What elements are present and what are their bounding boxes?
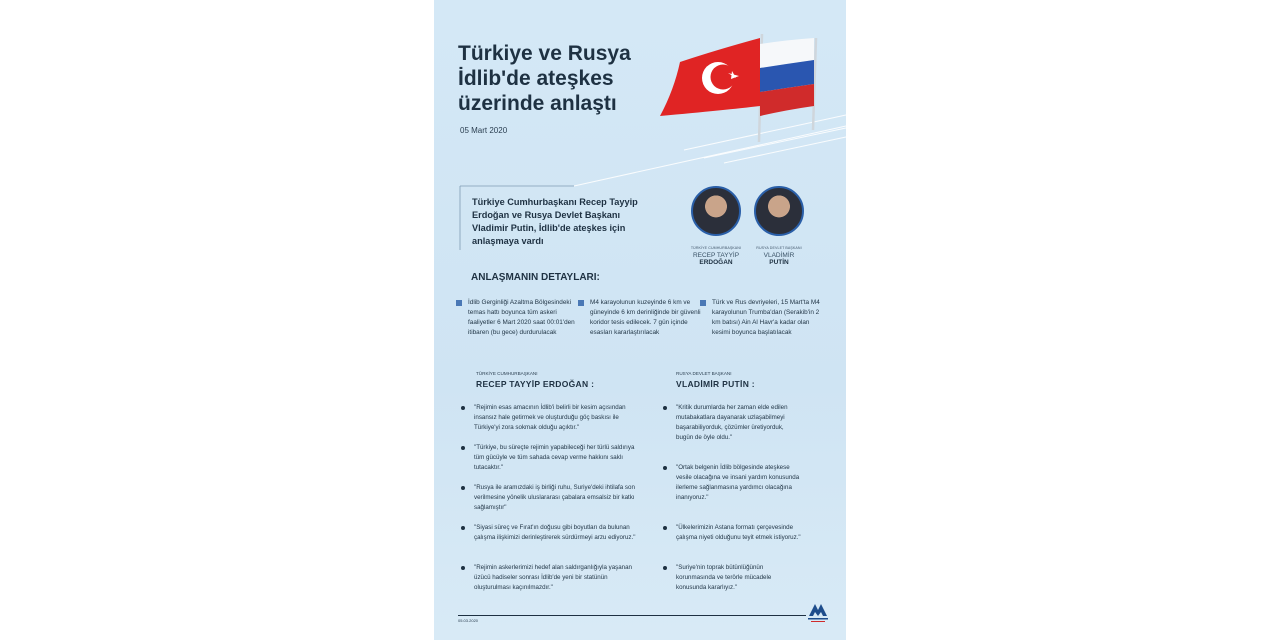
detail-item [590, 298, 702, 338]
putin-quote [676, 463, 801, 503]
leader-first-name: VLADİMİR [763, 252, 795, 259]
bullet-dot-icon [461, 486, 465, 490]
anadolu-agency-logo-icon [806, 600, 830, 626]
bullet-dot-icon [663, 466, 667, 470]
publish-date: 05 Mart 2020 [460, 126, 508, 135]
leader-last-name: PUTİN [769, 259, 789, 266]
quote-text: "Rejimin askerlerimizi hedef alan saldırganlığıyla yaşanan üzücü hadiseler sonrası İdlib'de yeni bir statünün oluşturulması kaçınılmazdır." [474, 564, 632, 591]
quote-text: "Rusya ile aramızdaki iş birliği ruhu, Suriye'deki ihtilafa son verilmesine yönelik uluslararası çabalara emsalsiz bir katkı sağlamıştır" [474, 484, 635, 511]
infographic-poster [434, 0, 846, 640]
leader-first-name: RECEP TAYYİP [692, 252, 740, 259]
erdogan-portrait-icon [691, 186, 741, 236]
bullet-square-icon [456, 300, 462, 306]
leader-role: RUSYA DEVLET BAŞKANI [756, 246, 802, 250]
detail-text: İdlib Gerginliği Azaltma Bölgesindeki temas hattı boyunca tüm askeri faaliyetler 6 Mart 2020 saat 00:01'den itibaren (bu gece) durdurulacak [468, 299, 575, 336]
bullet-square-icon [700, 300, 706, 306]
detail-item [712, 298, 824, 338]
bullet-dot-icon [663, 566, 667, 570]
erdogan-role: TÜRKİYE CUMHURBAŞKANI [476, 371, 538, 376]
turkey-flag-icon [660, 38, 760, 116]
quote-text: "Türkiye, bu süreçte rejimin yapabileceği her türlü saldırıya tüm gücüyle ve tüm sahada cevap verme hakkını saklı tutacaktır." [474, 444, 635, 471]
detail-text: M4 karayolunun kuzeyinde 6 km ve güneyinde 6 km derinliğinde bir güvenli koridor tesis edilecek. 7 gün içinde esasları kararlaştırılacak [590, 299, 701, 336]
erdogan-quote [474, 403, 644, 433]
leader-role: TÜRKİYE CUMHURBAŞKANI [690, 246, 742, 250]
bullet-dot-icon [461, 446, 465, 450]
putin-quote [676, 563, 801, 593]
detail-item [468, 298, 580, 338]
erdogan-quote [474, 563, 644, 593]
quote-text: "Rejimin esas amacının İdlib'i belirli bir kesim açısından insansız hale getirmek ve oluşturduğu göç baskısı ile Türkiye'yi zora sokmak olduğu açıktır." [474, 404, 626, 431]
details-heading: ANLAŞMANIN DETAYLARI: [471, 272, 600, 283]
putin-quote [676, 403, 801, 443]
leader-erdogan [686, 186, 746, 266]
quote-text: "Siyasi süreç ve Fırat'ın doğusu gibi boyutları da bulunan çalışma ilişkimizi derinleştirerek sürdürmeyi arzu ediyoruz." [474, 524, 636, 541]
flags-illustration [656, 30, 846, 150]
intro-text: Türkiye Cumhurbaşkanı Recep Tayyip Erdoğan ve Rusya Devlet Başkanı Vladimir Putin, İdlib'de ateşkes için anlaşmaya vardı [472, 197, 638, 246]
putin-role: RUSYA DEVLET BAŞKANI [676, 371, 732, 376]
russia-flag-icon [760, 38, 814, 116]
erdogan-quote [474, 483, 644, 513]
leader-putin [749, 186, 809, 266]
putin-portrait-icon [754, 186, 804, 236]
page-title: Türkiye ve Rusya İdlib'de ateşkes üzerinde anlaştı [458, 42, 631, 115]
erdogan-quote [474, 523, 644, 543]
putin-name: VLADİMİR PUTİN : [676, 379, 755, 389]
bullet-dot-icon [461, 406, 465, 410]
putin-quote [676, 523, 801, 543]
bullet-square-icon [578, 300, 584, 306]
quote-text: "Kritik durumlarda her zaman elde edilen mutabakatlara dayanarak uzlaşabilmeyi başarabiliyorduk, çözümler üretiyorduk, bugün de öyle oldu." [676, 404, 788, 441]
quote-text: "Suriye'nin toprak bütünlüğünün korunmasında ve terörle mücadele konusunda kararlıyız." [676, 564, 772, 591]
bullet-dot-icon [663, 406, 667, 410]
quote-text: "Ortak belgenin İdlib bölgesinde ateşkese vesile olacağına ve insani yardım konusunda ilerleme sağlanmasına yardımcı olacağına inanıyoruz." [676, 464, 800, 501]
quote-text: "Ülkelerimizin Astana formatı çerçevesinde çalışma niyeti olduğunu teyit etmek istiyoruz." [676, 524, 801, 541]
erdogan-quote [474, 443, 644, 473]
detail-text: Türk ve Rus devriyeleri, 15 Mart'ta M4 karayolunun Trumba'dan (Serakib'in 2 km batısı) Ain Al Havr'a kadar olan kesimi boyunca başlatılacak [712, 299, 820, 336]
leader-last-name: ERDOĞAN [699, 259, 733, 266]
bullet-dot-icon [461, 526, 465, 530]
footer-date: 05.03.2020 [458, 618, 479, 623]
bullet-dot-icon [663, 526, 667, 530]
erdogan-name: RECEP TAYYİP ERDOĞAN : [476, 379, 595, 389]
footer-divider [458, 615, 806, 616]
bullet-dot-icon [461, 566, 465, 570]
